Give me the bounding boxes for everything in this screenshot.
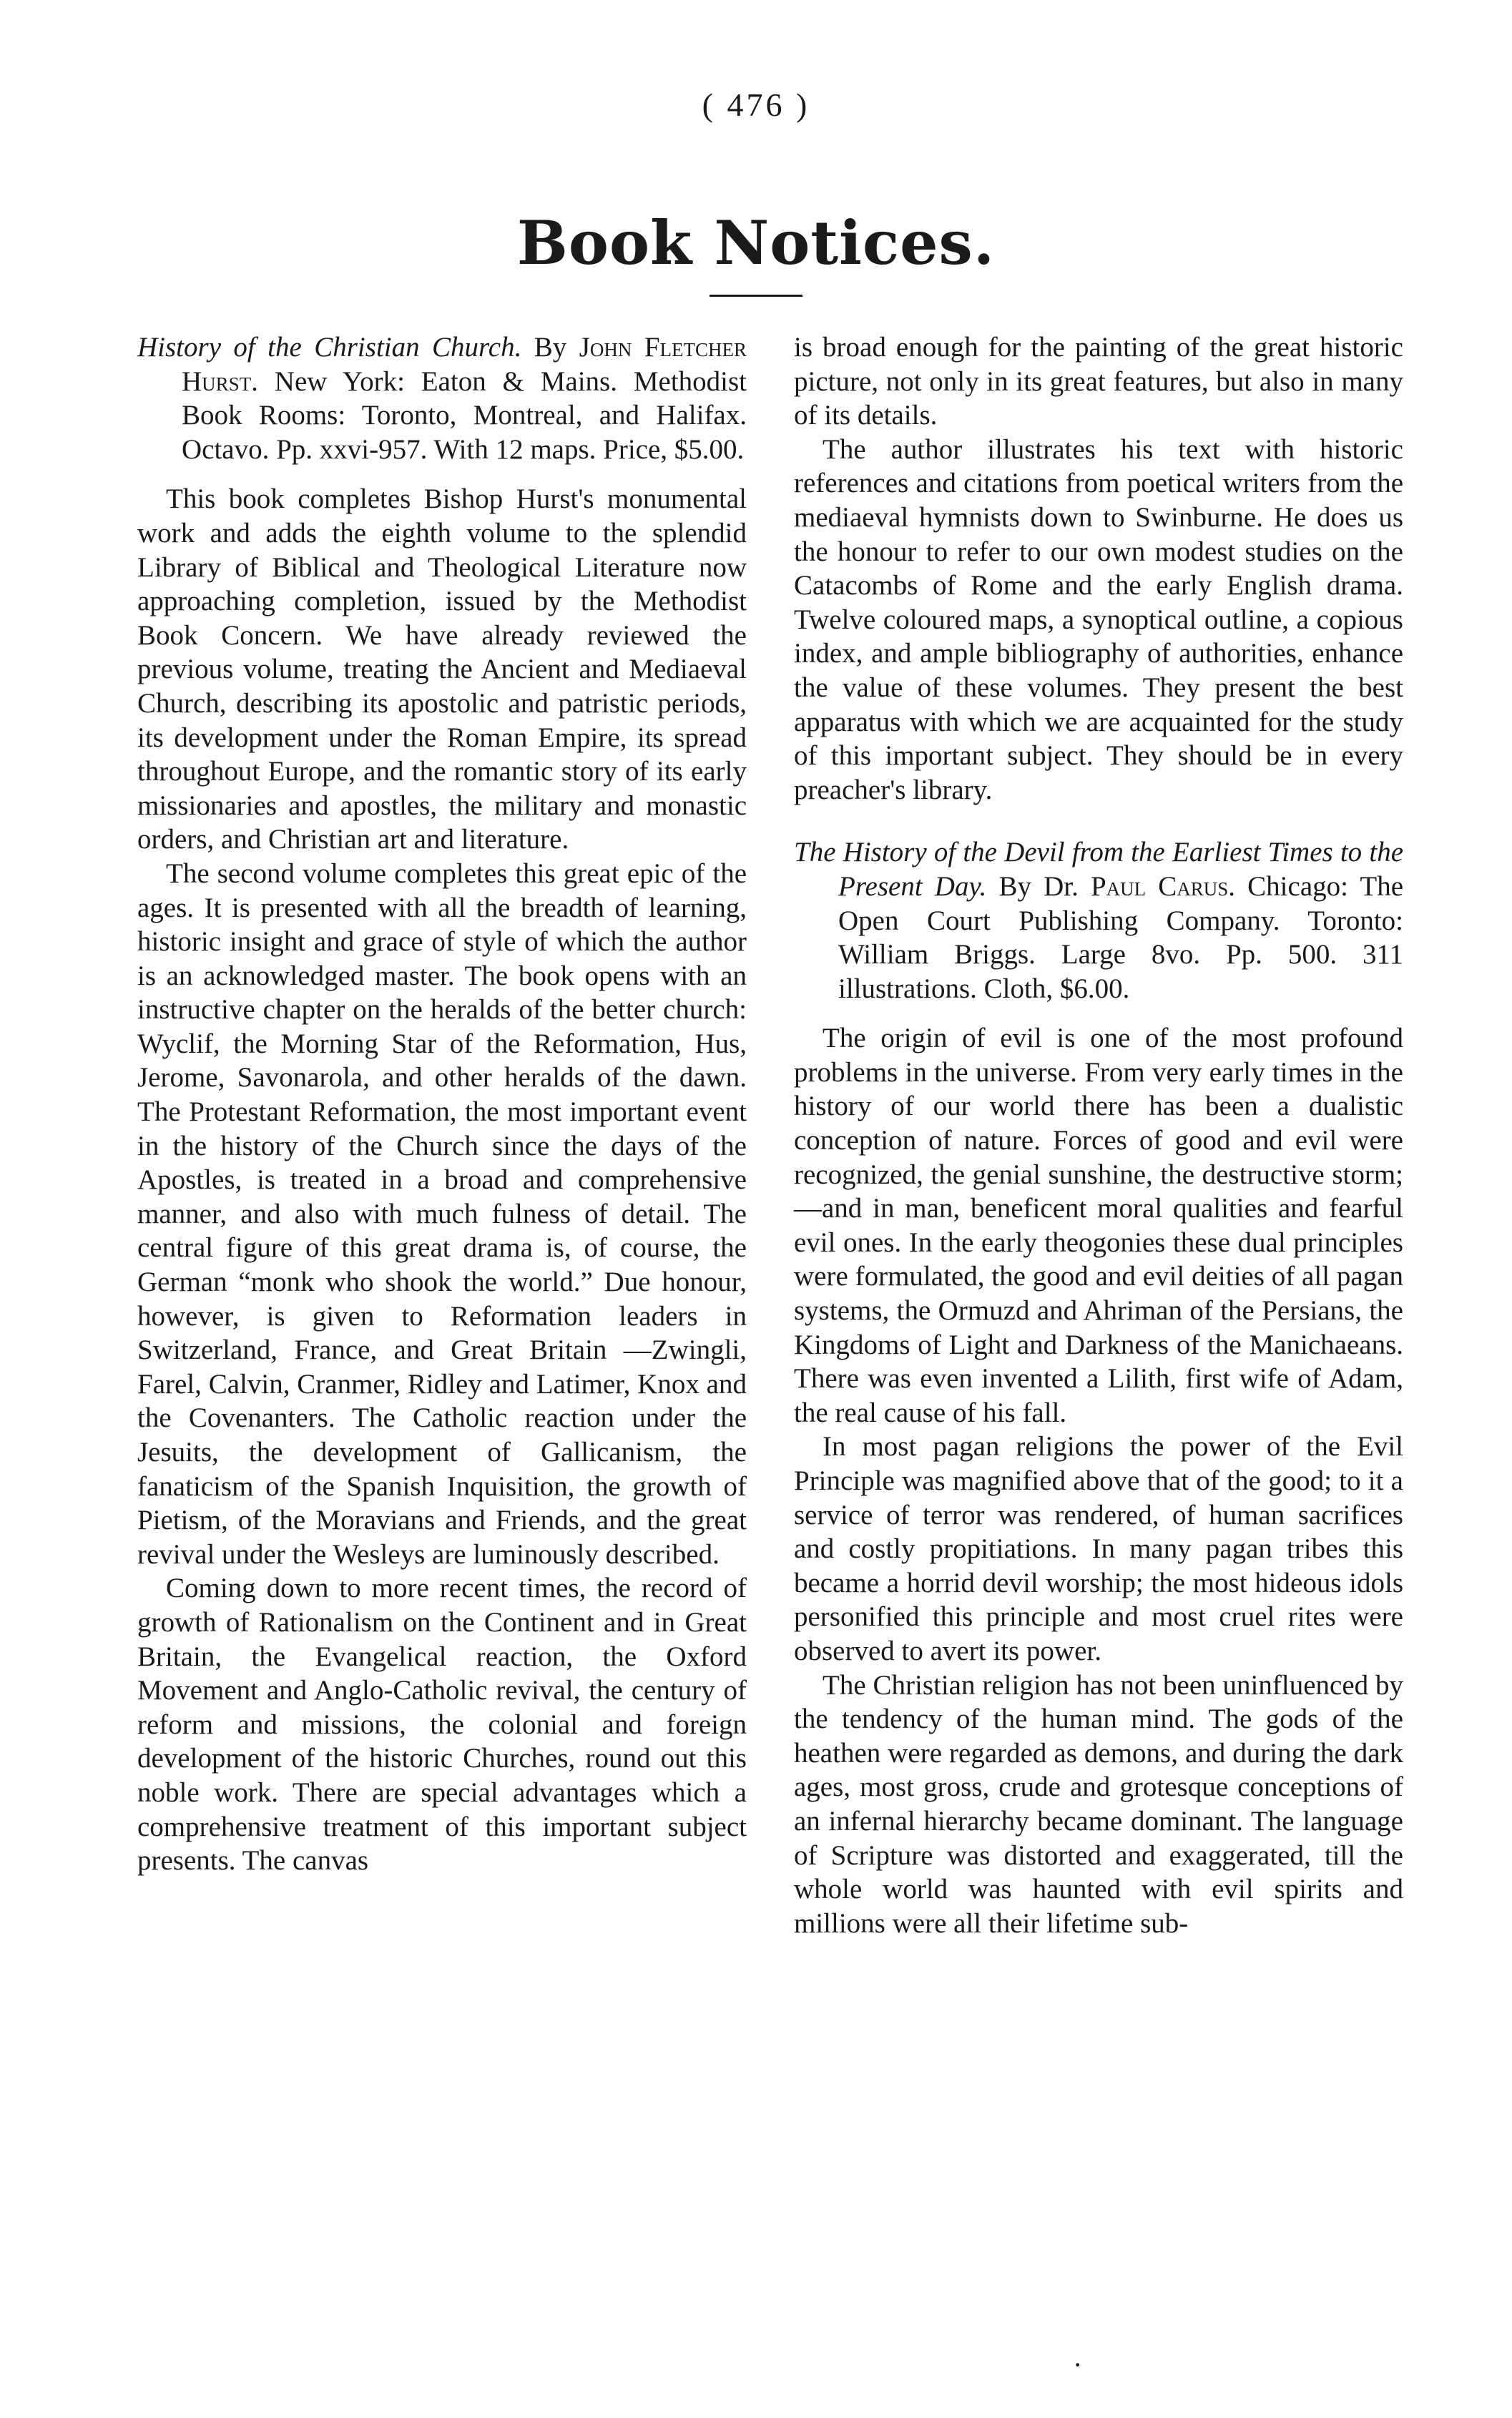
left-column	[137, 330, 747, 1878]
review-paragraph: Coming down to more recent times, the record of growth of Rationalism on the Continent and in Great Britain, the Evangelical reaction, the Oxford Movement and Anglo-Catholic revival, the century of reform and missions, the colonial and foreign development of the historic Churches, round out this noble work. There are special advantages which a comprehensive treatment of this important subject presents. The canvas	[137, 1573, 747, 1877]
section-title: Book Notices.	[516, 207, 996, 278]
review-paragraph: The Christian religion has not been uninfluenced by the tendency of the human mind. The gods of the heathen were regarded as demons, and during the dark ages, most gross, crude and grotesque conceptions of an infernal hierarchy became dominant. The language of Scripture was distorted and exaggerated, till the whole world was haunted with evil spirits and millions were all their lifetime sub-	[794, 1669, 1403, 1939]
page-number: ( 476 )	[702, 87, 810, 123]
book-entry-header	[794, 835, 1403, 1006]
book-author: John Fletcher Hurst.	[182, 332, 747, 397]
footer-mark: ·	[1073, 2349, 1083, 2381]
review-paragraph-continued: is broad enough for the painting of the great historic picture, not only in its great features, but also in many of its details.	[794, 332, 1403, 431]
author-prefix: By Dr.	[998, 870, 1079, 902]
publication-details: New York: Eaton & Mains. Methodist Book Rooms: Toronto, Montreal, and Halifax. Octavo. Pp. xxvi-957. With 12 maps. Price, $5.00.	[182, 365, 747, 465]
review-paragraph: The author illustrates his text with historic references and citations from poetical writers from the mediaeval hymnists down to Swinburne. He does us the honour to refer to our own modest studies on the Catacombs of Rome and the early English drama. Twelve coloured maps, a synoptical outline, a copious index, and ample bibliography of authorities, enhance the value of these volumes. They present the best apparatus with which we are acquainted for the study of this important subject. They should be in every preacher's library.	[794, 433, 1403, 805]
publication-details: Chicago: The Open Court Publishing Company. Toronto: William Briggs. Large 8vo. Pp. 500. 311 illustrations. Cloth, $6.00.	[838, 870, 1403, 1004]
book-author: Paul Carus.	[1090, 870, 1236, 902]
title-divider	[710, 295, 802, 297]
book-title: The History of the Devil from the Earliest Times to the Present Day.	[794, 837, 1403, 902]
book-entry-header	[137, 330, 747, 466]
review-paragraph: The second volume completes this great epic of the ages. It is presented with all the breadth of learning, historic insight and grace of style of which the author is an acknowledged master. The book opens with an instructive chapter on the heralds of the better church: Wyclif, the Morning Star of the Reformation, Hus, Jerome, Savonarola, and other heralds of the dawn. The Protestant Reformation, the most important event in the history of the Church since the days of the Apostles, is treated in a broad and comprehensive manner, and also with much fulness of detail. The central figure of this great drama is, of course, the German “monk who shook the world.” Due honour, however, is given to Reformation leaders in Switzerland, France, and Great Britain —Zwingli, Farel, Calvin, Cranmer, Ridley and Latimer, Knox and the Covenanters. The Catholic reaction under the Jesuits, the development of Gallicanism, the fanaticism of the Spanish Inquisition, the growth of Pietism, of the Moravians and Friends, and the great revival under the Wesleys are luminously described.	[137, 857, 747, 1570]
review-paragraph: In most pagan religions the power of the Evil Principle was magnified above that of the good; to it a service of terror was rendered, of human sacrifices and costly propitiations. In many pagan tribes this became a horrid devil worship; the most hideous idols personified this principle and most cruel rites were observed to avert its power.	[794, 1431, 1403, 1666]
right-column	[794, 330, 1403, 1940]
book-title: History of the Christian Church.	[137, 332, 522, 363]
author-prefix: By	[534, 332, 567, 363]
review-paragraph: This book completes Bishop Hurst's monumental work and adds the eighth volume to the splendid Library of Biblical and Theological Literature now approaching completion, issued by the Methodist Book Concern. We have already reviewed the previous volume, treating the Ancient and Mediaeval Church, describing its apostolic and patristic periods, its development under the Roman Empire, its spread throughout Europe, and the romantic story of its early missionaries and apostles, the military and monastic orders, and Christian art and literature.	[137, 483, 747, 855]
review-paragraph: The origin of evil is one of the most profound problems in the universe. From very early times in the history of our world there has been a dualistic conception of nature. Forces of good and evil were recognized, the genial sunshine, the destructive storm;—and in man, beneficent moral qualities and fearful evil ones. In the early theogonies these dual principles were formulated, the good and evil deities of all pagan systems, the Ormuzd and Ahriman of the Persians, the Kingdoms of Light and Darkness of the Manichaeans. There was even invented a Lilith, first wife of Adam, the real cause of his fall.	[794, 1023, 1403, 1428]
